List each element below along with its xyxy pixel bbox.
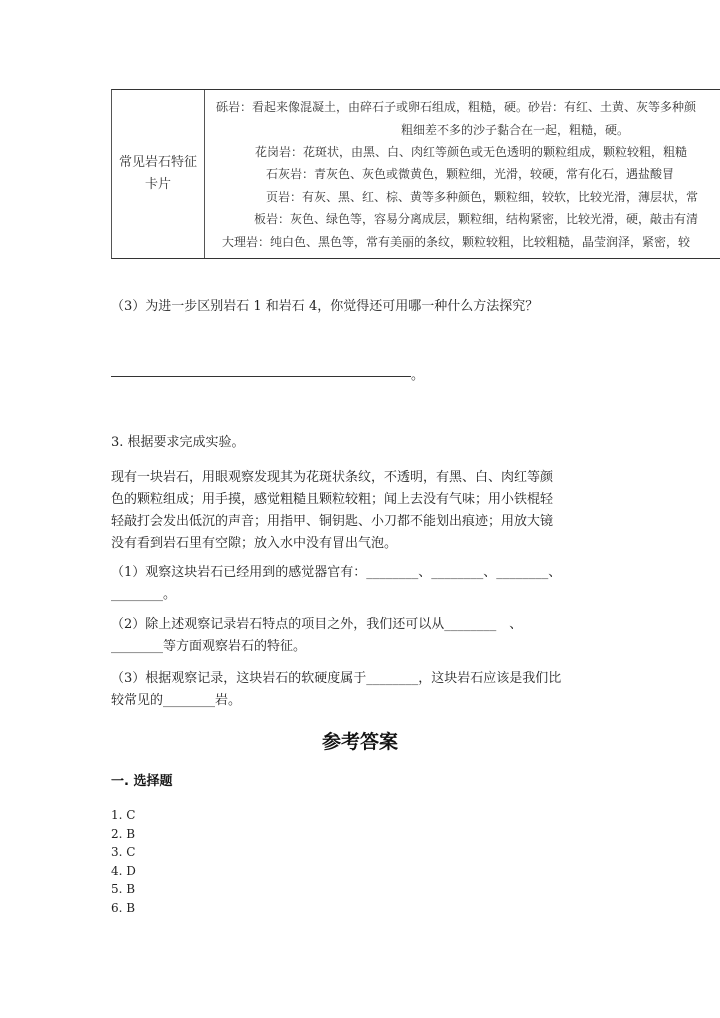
answer-item: 1. C — [111, 808, 136, 822]
card-label-line1: 常见岩石特征 — [118, 155, 197, 170]
answer-blank-period: 。 — [411, 368, 425, 383]
answer-item: 5. B — [111, 882, 136, 896]
answer-key-title: 参考答案 — [321, 731, 398, 753]
experiment-description — [111, 467, 605, 555]
sub-question-3 — [111, 668, 605, 712]
answer-section-title: 一. 选择题 — [111, 774, 173, 789]
sub-question-1 — [111, 562, 605, 606]
description-line: 现有一块岩石，用眼观察发现其为花斑状条纹，不透明，有黑、白、肉红等颜 — [111, 470, 554, 485]
card-label-cell — [112, 90, 205, 258]
sub-question-1-line2: ________。 — [111, 587, 177, 602]
card-content-cell — [205, 90, 720, 258]
answer-blank-line — [111, 376, 411, 377]
answer-item: 6. B — [111, 900, 136, 915]
card-label-line2: 卡片 — [144, 177, 171, 192]
card-line-limestone: 石灰岩：青灰色、灰色或微黄色，颗粒细，光滑，较硬，常有化石，遇盐酸冒 — [266, 167, 675, 181]
answer-item: 2. B — [111, 826, 136, 841]
card-line-conglomerate-sandstone: 砾岩：看起来像混凝土，由碎石子或卵石组成，粗糙，硬。砂岩：有红、土黄、灰等多种颜 — [216, 100, 697, 114]
description-line: 没有看到岩石里有空隙；放入水中没有冒出气泡。 — [111, 536, 398, 551]
sub-question-3-line2: 较常见的________岩。 — [111, 693, 242, 708]
answer-list — [111, 806, 136, 917]
sub-question-3-line1: （3）根据观察记录，这块岩石的软硬度属于________，这块岩石应该是我们比 — [111, 671, 562, 686]
card-line-shale: 页岩：有灰、黑、红、棕、黄等多种颜色，颗粒细，较软，比较光滑，薄层状，常 — [266, 190, 699, 204]
sub-question-2-line1: （2）除上述观察记录岩石特点的项目之外，我们还可以从________ 、 — [111, 617, 523, 632]
question-3-prompt: （3）为进一步区别岩石 1 和岩石 4，你觉得还可用哪一种什么方法探究？ — [111, 299, 539, 314]
card-line-slate: 板岩：灰色、绿色等，容易分离成层，颗粒细，结构紧密，比较光滑，硬，敲击有清 — [254, 212, 699, 226]
card-line-granite: 花岗岩：花斑状，由黑、白、肉红等颜色或无色透明的颗粒组成，颗粒较粗，粗糙 — [255, 145, 688, 159]
section-3-heading: 3. 根据要求完成实验。 — [111, 435, 245, 450]
card-line-sandstone-cont: 粗细差不多的沙子黏合在一起，粗糙，硬。 — [401, 123, 630, 137]
description-line: 色的颗粒组成；用手摸，感觉粗糙且颗粒较粗；闻上去没有气味；用小铁棍轻 — [111, 492, 554, 507]
sub-question-2-line2: ________等方面观察岩石的特征。 — [111, 639, 307, 654]
answer-item: 3. C — [111, 845, 136, 859]
card-line-marble: 大理岩：纯白色、黑色等，常有美丽的条纹，颗粒较粗，比较粗糙，晶莹润泽，紧密，较 — [222, 235, 691, 249]
rock-feature-card-table — [111, 89, 720, 259]
sub-question-1-line1: （1）观察这块岩石已经用到的感觉器官有：________、________、________、 — [111, 565, 562, 580]
description-line: 轻敲打会发出低沉的声音；用指甲、铜钥匙、小刀都不能划出痕迹；用放大镜 — [111, 514, 554, 529]
sub-question-2 — [111, 614, 605, 658]
answer-item: 4. D — [111, 863, 136, 878]
